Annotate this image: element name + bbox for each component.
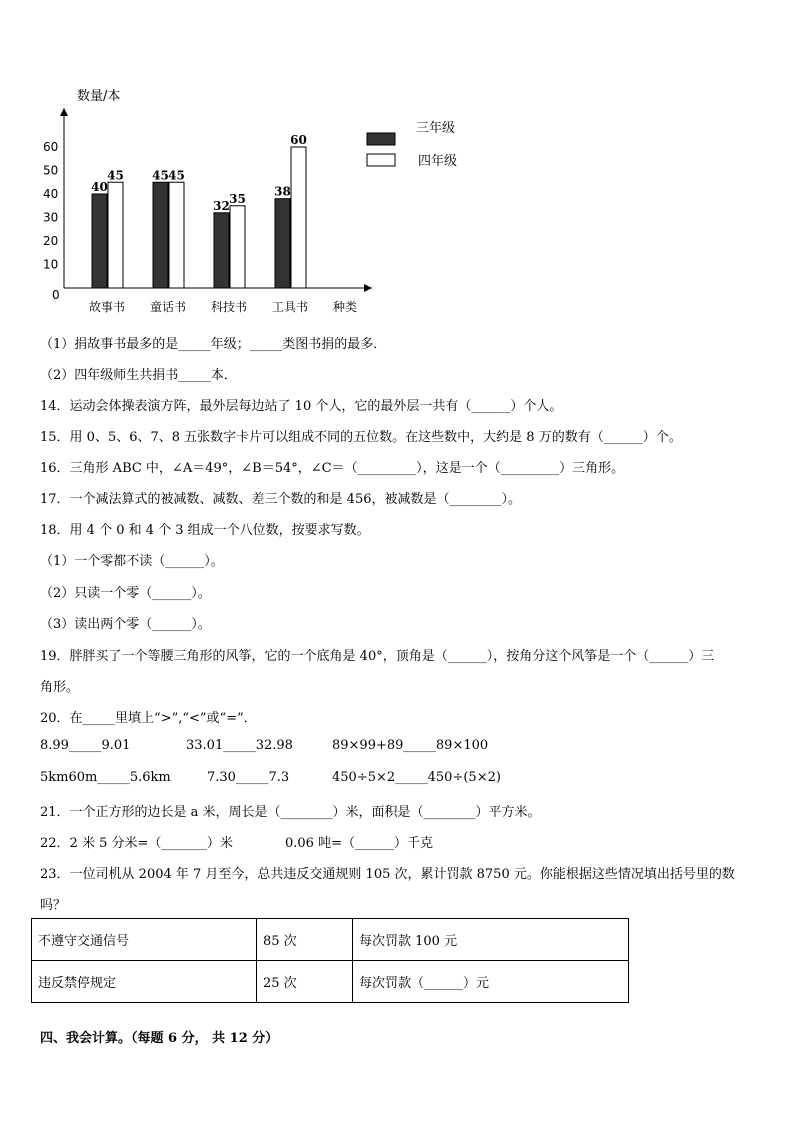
bar	[92, 194, 107, 288]
y-tick-label: 50	[43, 163, 59, 178]
legend-label: 四年级	[418, 154, 458, 169]
question-17: 17．一个减法算式的被减数、减数、差三个数的和是 456，被减数是（________）。	[40, 492, 521, 507]
bar	[291, 147, 306, 288]
bar-value-label: 32	[213, 198, 230, 213]
question-22-part-b: 0.06 吨=（______）千克	[285, 836, 433, 851]
x-tick-label: 科技书	[210, 300, 248, 314]
bar-chart	[0, 0, 794, 330]
compare-item: 450÷5×2_____450÷(5×2)	[332, 770, 501, 785]
bar	[214, 213, 229, 288]
bar-value-label: 45	[152, 168, 169, 183]
table-cell: 不遵守交通信号	[32, 919, 257, 961]
y-tick-label: 10	[43, 257, 59, 272]
section-4-heading: 四、我会计算。（每题 6 分， 共 12 分）	[40, 1031, 279, 1046]
question-19-continued: 角形。	[40, 680, 80, 695]
table-cell: 违反禁停规定	[32, 961, 257, 1003]
question-14: 14．运动会体操表演方阵，最外层每边站了 10 个人，它的最外层一共有（______）个人。	[40, 399, 563, 414]
y-axis-arrow	[60, 108, 68, 116]
question-18-part-3: （3）读出两个零（______）。	[40, 617, 211, 632]
legend-swatch	[367, 133, 395, 145]
compare-item: 5km60m_____5.6km	[40, 770, 171, 785]
y-tick-label: 20	[43, 234, 59, 248]
table-row	[32, 961, 629, 1003]
question-16: 16．三角形 ABC 中，∠A＝49°，∠B＝54°，∠C＝（_________），这是一个（_________）三角形。	[40, 461, 625, 476]
compare-item: 7.30_____7.3	[207, 770, 290, 785]
table-cell: 25 次	[257, 961, 353, 1003]
y-tick-label: 0	[52, 288, 60, 302]
fines-table	[31, 918, 629, 1003]
x-axis-label: 种类	[333, 300, 358, 314]
x-tick-label: 故事书	[88, 300, 126, 314]
question-23-continued: 吗？	[40, 898, 67, 913]
y-tick-label: 30	[43, 210, 59, 225]
table-cell: 85 次	[257, 919, 353, 961]
question-20: 20．在_____里填上“>”,“<”或“=”．	[40, 711, 257, 726]
bar-value-label: 40	[91, 180, 108, 194]
x-tick-label: 童话书	[149, 300, 187, 314]
question-18: 18．用 4 个 0 和 4 个 3 组成一个八位数，按要求写数。	[40, 523, 370, 538]
x-tick-label: 工具书	[271, 300, 309, 314]
bar	[153, 182, 168, 288]
legend-label: 三年级	[416, 121, 456, 136]
question-15: 15．用 0、5、6、7、8 五张数字卡片可以组成不同的五位数。在这些数中，大约是 8 万的数有（______）个。	[40, 430, 682, 445]
table-cell: 每次罚款（______）元	[353, 961, 629, 1003]
table-cell: 每次罚款 100 元	[353, 919, 629, 961]
question-18-part-1: （1）一个零都不读（______）。	[40, 554, 224, 569]
bar	[230, 206, 245, 288]
question-19: 19．胖胖买了一个等腰三角形的风筝，它的一个底角是 40°，顶角是（______），按角分这个风筝是一个（______）三	[40, 649, 715, 664]
question-23: 23．一位司机从 2004 年 7 月至今，总共违反交通规则 105 次，累计罚款 8750 元。你能根据这些情况填出括号里的数	[40, 867, 735, 882]
question-13-part-1: （1）捐故事书最多的是_____年级；_____类图书捐的最多．	[40, 337, 387, 352]
bar-value-label: 45	[168, 168, 185, 183]
bar	[169, 182, 184, 288]
compare-item: 8.99_____9.01	[40, 738, 131, 753]
y-tick-label: 40	[43, 187, 59, 201]
question-13-part-2: （2）四年级师生共捐书_____本．	[40, 368, 237, 383]
compare-item: 33.01_____32.98	[186, 738, 293, 753]
bar-value-label: 38	[274, 184, 291, 199]
y-axis-label: 数量/本	[77, 89, 121, 104]
bar-value-label: 35	[229, 191, 246, 206]
table-row	[32, 919, 629, 961]
legend-swatch	[367, 154, 395, 166]
y-tick-label: 60	[43, 140, 59, 154]
x-axis-arrow	[364, 284, 372, 292]
bar	[108, 182, 123, 288]
bar-value-label: 60	[290, 133, 307, 147]
compare-item: 89×99+89_____89×100	[332, 738, 489, 753]
question-18-part-2: （2）只读一个零（______）。	[40, 586, 211, 601]
question-22-part-a: 22．2 米 5 分米=（_______）米	[40, 836, 233, 851]
question-21: 21．一个正方形的边长是 a 米，周长是（________）米，面积是（________）平方米。	[40, 805, 541, 820]
bar	[275, 199, 290, 288]
bar-value-label: 45	[107, 168, 124, 183]
